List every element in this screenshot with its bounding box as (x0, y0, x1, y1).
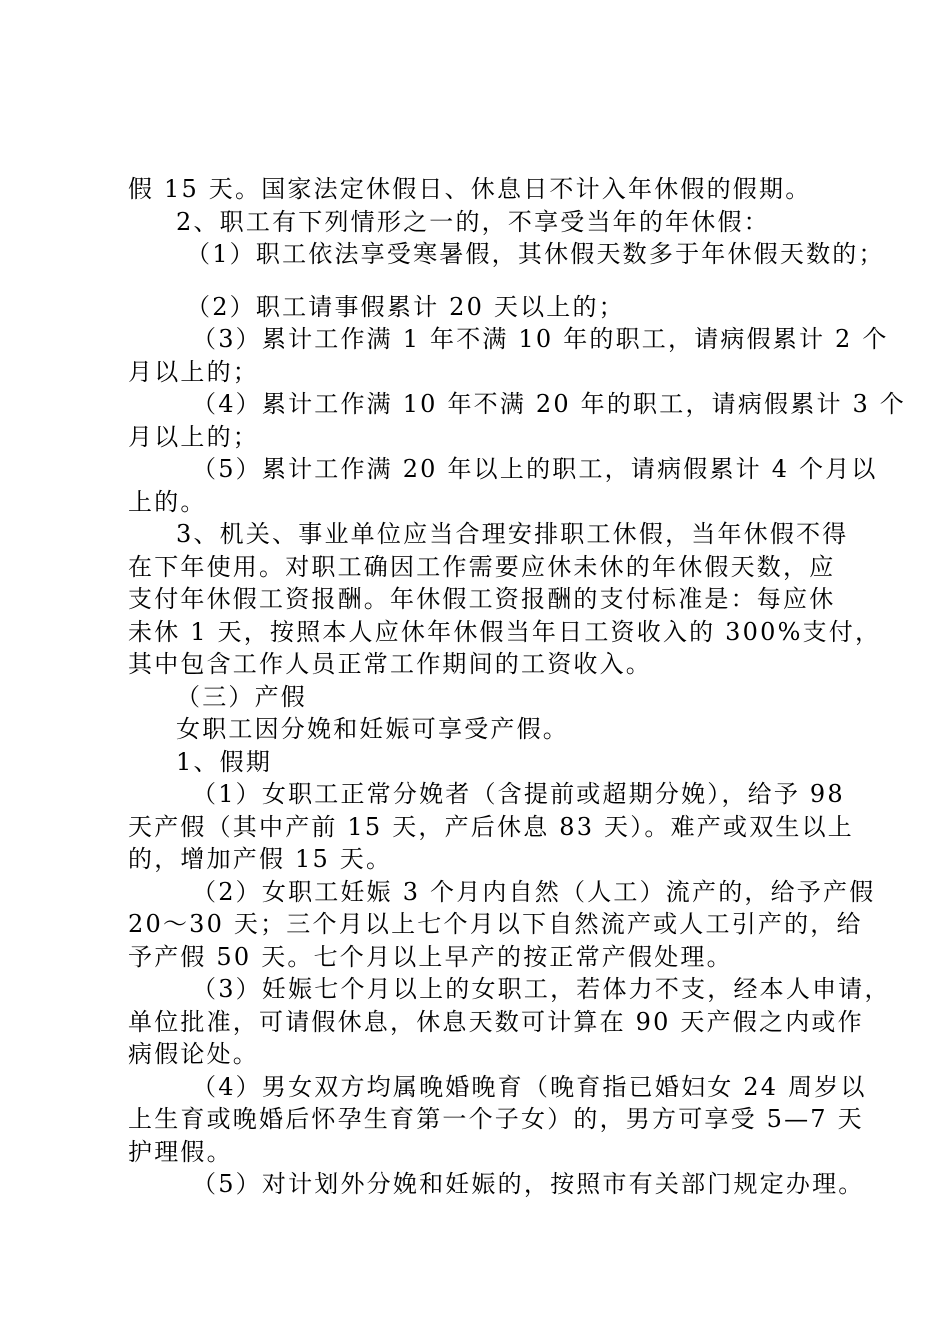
paragraph-line: （1）女职工正常分娩者（含提前或超期分娩），给予 98 (192, 780, 845, 808)
paragraph-line: 月以上的； (128, 357, 259, 386)
paragraph-line: 上生育或晚婚后怀孕生育第一个子女）的，男方可享受 5—7 天 (128, 1105, 864, 1133)
paragraph-line: （2）职工请事假累计 20 天以上的； (186, 292, 625, 321)
paragraph-line: （5）对计划外分娩和妊娠的，按照市有关部门规定办理。 (192, 1170, 865, 1198)
paragraph-line: 支付年休假工资报酬。年休假工资报酬的支付标准是：每应休 (128, 585, 836, 613)
paragraph-line: 未休 1 天，按照本人应休年休假当年日工资收入的 300%支付， (128, 617, 882, 646)
paragraph-line: 天产假（其中产前 15 天，产后休息 83 天）。难产或双生以上 (128, 812, 854, 841)
paragraph-line: 上的。 (128, 487, 207, 516)
paragraph-line: 女职工因分娩和妊娠可享受产假。 (176, 715, 569, 743)
paragraph-line: 其中包含工作人员正常工作期间的工资收入。 (128, 650, 652, 678)
paragraph-line: 2、职工有下列情形之一的，不享受当年的年休假： (176, 207, 770, 236)
paragraph-line: 护理假。 (128, 1137, 233, 1166)
paragraph-line: 的，增加产假 15 天。 (128, 845, 393, 873)
paragraph-line: （4）男女双方均属晚婚晚育（晚育指已婚妇女 24 周岁以 (192, 1072, 867, 1101)
paragraph-line: 20～30 天；三个月以上七个月以下自然流产或人工引产的，给 (128, 910, 863, 938)
document-body (128, 173, 906, 1201)
paragraph-line: 在下年使用。对职工确因工作需要应休未休的年休假天数，应 (128, 552, 836, 581)
subsection-heading: 1、假期 (176, 747, 273, 776)
paragraph-line: （5）累计工作满 20 年以上的职工，请病假累计 4 个月以 (192, 455, 878, 483)
paragraph-line: 月以上的； (128, 422, 259, 451)
paragraph-line: （4）累计工作满 10 年不满 20 年的职工，请病假累计 3 个 (192, 390, 906, 418)
paragraph-line: 予产假 50 天。七个月以上早产的按正常产假处理。 (128, 942, 733, 971)
paragraph-line: （2）女职工妊娠 3 个月内自然（人工）流产的，给予产假 (192, 877, 876, 906)
paragraph-gap (128, 271, 828, 291)
paragraph-line: （3）妊娠七个月以上的女职工，若体力不支，经本人申请， (192, 975, 891, 1003)
paragraph-line: （3）累计工作满 1 年不满 10 年的职工，请病假累计 2 个 (192, 325, 889, 353)
paragraph-line: 单位批准，可请假休息，休息天数可计算在 90 天产假之内或作 (128, 1007, 864, 1036)
paragraph-line: 假 15 天。国家法定休假日、休息日不计入年休假的假期。 (128, 175, 812, 203)
paragraph-line: 3、机关、事业单位应当合理安排职工休假，当年休假不得 (176, 520, 849, 548)
section-heading: （三）产假 (176, 682, 307, 711)
paragraph-line: 病假论处。 (128, 1040, 259, 1068)
paragraph-line: （1）职工依法享受寒暑假，其休假天数多于年休假天数的； (186, 240, 885, 268)
